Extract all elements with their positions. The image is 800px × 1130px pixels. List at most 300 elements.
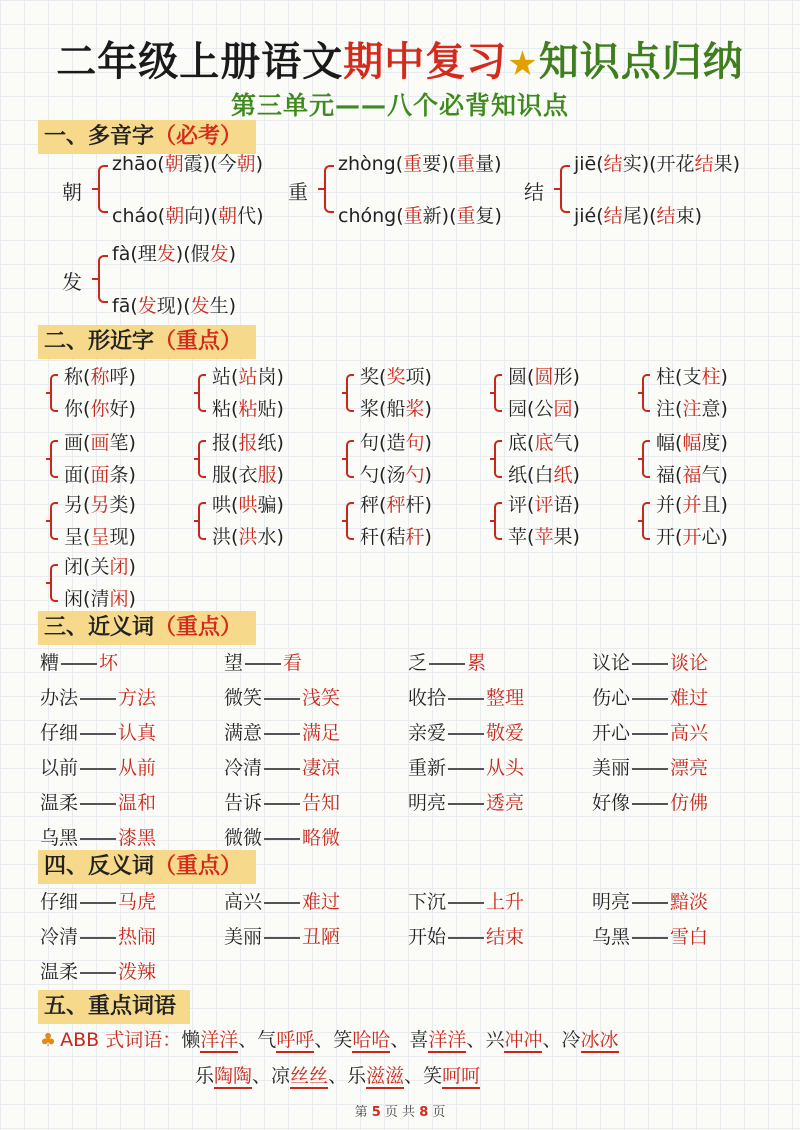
polyphone-reading — [338, 153, 502, 175]
paren: ( — [231, 526, 239, 548]
pair-word: 从头 — [486, 757, 525, 779]
word-part: 好 — [109, 398, 129, 420]
paren: ) — [128, 366, 136, 388]
similar-word — [64, 464, 136, 486]
polyphone-reading — [112, 243, 236, 265]
paren: ) — [572, 432, 580, 454]
brace-icon — [198, 440, 206, 478]
word-part: 秸 — [386, 526, 406, 548]
word-part: 杆 — [405, 494, 425, 516]
word-part: 现 — [109, 526, 129, 548]
key-char: 朝 — [236, 153, 256, 175]
key-char: 朝 — [164, 153, 184, 175]
word-part: 复 — [475, 205, 495, 227]
word: 仔细 — [40, 891, 79, 913]
word-part: 且 — [701, 494, 721, 516]
synonym-pair — [592, 792, 708, 814]
paren: ) — [572, 494, 580, 516]
dash-line — [80, 768, 116, 770]
word-part: 形 — [553, 366, 573, 388]
dash-line — [80, 803, 116, 805]
synonym-pair — [592, 687, 708, 709]
pair-word: 雪白 — [670, 926, 709, 948]
star-icon: ★ — [507, 44, 539, 84]
similar-word — [64, 366, 136, 388]
paren: ( — [649, 153, 657, 175]
polyphone-reading — [112, 153, 263, 175]
abb-prefix: 气 — [257, 1029, 277, 1051]
paren: ( — [231, 494, 239, 516]
paren: ( — [231, 398, 239, 420]
paren: ) — [572, 526, 580, 548]
key-char: 开 — [682, 526, 702, 548]
brace-icon — [50, 502, 58, 540]
abb-suffix: 陶陶 — [214, 1065, 253, 1087]
paren: ( — [675, 432, 683, 454]
word-part: 代 — [237, 205, 257, 227]
word-part: 项 — [405, 366, 425, 388]
similar-word — [360, 366, 432, 388]
key-char: 朝 — [165, 205, 185, 227]
base-char: 苹 — [508, 526, 528, 548]
similar-word — [212, 526, 284, 548]
paren: ( — [379, 432, 387, 454]
paren: ) — [276, 366, 284, 388]
abb-prefix: 懒 — [181, 1029, 201, 1051]
paren: ( — [379, 464, 387, 486]
pair-word: 漆黑 — [118, 827, 157, 849]
dash-line — [264, 838, 300, 840]
brace-icon — [642, 502, 650, 540]
base-char: 闭 — [64, 556, 84, 578]
paren: ( — [395, 153, 404, 175]
paren: ( — [210, 205, 219, 227]
key-char: 秆 — [405, 526, 425, 548]
brace-icon — [642, 374, 650, 412]
similar-word — [508, 464, 580, 486]
pair-word: 从前 — [118, 757, 157, 779]
base-char: 奖 — [360, 366, 380, 388]
antonym-pair — [408, 891, 524, 913]
paren: ( — [83, 556, 91, 578]
separator: 、 — [252, 1065, 272, 1087]
word-part: 果 — [553, 526, 573, 548]
paren: ( — [210, 153, 218, 175]
similar-word — [212, 494, 284, 516]
word: 高兴 — [224, 891, 263, 913]
pair-word: 认真 — [118, 722, 157, 744]
antonym-pair — [40, 961, 156, 983]
paren: ( — [83, 526, 91, 548]
word-part: 贴 — [257, 398, 277, 420]
paren: ) — [128, 464, 136, 486]
page-footer: 第 5 页 共 8 页 — [354, 1105, 446, 1120]
paren: ) — [720, 366, 728, 388]
base-char: 园 — [508, 398, 528, 420]
abb-prefix: 凉 — [271, 1065, 291, 1087]
paren: ( — [183, 243, 191, 265]
dash-line — [448, 902, 484, 904]
paren: ) — [128, 556, 136, 578]
paren: ) — [732, 153, 741, 175]
similar-word — [656, 464, 728, 486]
pair-word: 凄凉 — [302, 757, 341, 779]
similar-word — [212, 432, 284, 454]
word-part: 骗 — [257, 494, 277, 516]
abb-suffix: 洋洋 — [428, 1029, 467, 1051]
key-char: 苹 — [534, 526, 554, 548]
pair-word: 敬爱 — [486, 722, 525, 744]
paren: ( — [649, 205, 657, 227]
pair-word: 仿佛 — [670, 792, 709, 814]
synonym-pair — [224, 757, 340, 779]
word: 冷清 — [224, 757, 263, 779]
key-char: 句 — [405, 432, 425, 454]
base-char: 报 — [212, 432, 232, 454]
base-char: 洪 — [212, 526, 232, 548]
pair-word: 泼辣 — [118, 961, 157, 983]
abb-suffix: 丝丝 — [290, 1065, 329, 1087]
brace-icon — [346, 440, 354, 478]
word-part: 假 — [190, 243, 210, 265]
paren: ) — [720, 464, 728, 486]
brace-icon — [50, 440, 58, 478]
brace-icon — [642, 440, 650, 478]
section-heading-synonyms: 三、近义词（重点） — [38, 611, 256, 645]
brace-icon — [560, 165, 570, 213]
word-part: 气 — [701, 464, 721, 486]
similar-word — [64, 398, 136, 420]
brace-icon — [346, 374, 354, 412]
base-char: 底 — [508, 432, 528, 454]
word: 仔细 — [40, 722, 79, 744]
similar-word — [360, 464, 432, 486]
word: 伤心 — [592, 687, 631, 709]
antonym-pair — [40, 891, 156, 913]
dash-line — [264, 803, 300, 805]
paren: ( — [675, 494, 683, 516]
base-char: 开 — [656, 526, 676, 548]
paren: ( — [183, 295, 191, 317]
paren: ) — [572, 366, 580, 388]
paren: ( — [449, 205, 457, 227]
paren: ) — [424, 526, 432, 548]
dash-line — [245, 663, 281, 665]
paren: ( — [596, 205, 604, 227]
key-char: 报 — [238, 432, 258, 454]
word: 望 — [224, 652, 244, 674]
pair-word: 温和 — [118, 792, 157, 814]
word: 微笑 — [224, 687, 263, 709]
base-char: 呈 — [64, 526, 84, 548]
paren: ) — [494, 205, 502, 227]
similar-word — [64, 494, 136, 516]
synonym-pair — [224, 687, 340, 709]
base-char: 并 — [656, 494, 676, 516]
pair-word: 透亮 — [486, 792, 525, 814]
brace-icon — [198, 374, 206, 412]
paren: ) — [202, 153, 211, 175]
brace-icon — [324, 165, 334, 213]
key-char: 粘 — [238, 398, 258, 420]
key-char: 闭 — [109, 556, 129, 578]
pair-word: 难过 — [670, 687, 709, 709]
paren: ( — [596, 153, 604, 175]
key-char: 注 — [682, 398, 702, 420]
key-char: 哄 — [238, 494, 258, 516]
synonym-pair — [224, 652, 302, 674]
paren: ) — [128, 432, 136, 454]
title-part-summary: 知识点归纳 — [538, 39, 744, 85]
key-char: 底 — [534, 432, 554, 454]
word: 乌黑 — [592, 926, 631, 948]
synonym-pair — [408, 687, 524, 709]
word-part: 清 — [90, 588, 110, 610]
dash-line — [80, 972, 116, 974]
pair-word: 高兴 — [670, 722, 709, 744]
word: 重新 — [408, 757, 447, 779]
paren: ) — [256, 205, 264, 227]
key-char: 幅 — [682, 432, 702, 454]
separator: 、 — [238, 1029, 258, 1051]
word-part: 霞 — [183, 153, 203, 175]
word: 微微 — [224, 827, 263, 849]
word-part: 束 — [675, 205, 695, 227]
abb-prefix: 喜 — [409, 1029, 429, 1051]
antonym-pair — [224, 926, 340, 948]
word-part: 生 — [209, 295, 229, 317]
antonym-pair — [224, 891, 340, 913]
abb-suffix: 哈哈 — [352, 1029, 391, 1051]
dash-line — [632, 663, 668, 665]
dash-line — [61, 663, 97, 665]
key-char: 秤 — [386, 494, 406, 516]
word-part: 白 — [534, 464, 554, 486]
word: 温柔 — [40, 961, 79, 983]
word-part: 今 — [217, 153, 237, 175]
paren: ( — [83, 494, 91, 516]
paren: ) — [720, 432, 728, 454]
word: 美丽 — [592, 757, 631, 779]
word: 办法 — [40, 687, 79, 709]
section-heading-antonyms: 四、反义词（重点） — [38, 850, 256, 884]
paren: ( — [527, 526, 535, 548]
brace-icon — [346, 502, 354, 540]
paren: ( — [675, 366, 683, 388]
similar-word — [656, 398, 728, 420]
title-part-grade: 二年级上册语文 — [56, 39, 344, 85]
similar-word — [508, 494, 580, 516]
similar-word — [64, 432, 136, 454]
pinyin: cháo — [112, 205, 158, 227]
synonym-pair — [40, 757, 156, 779]
pair-word: 热闹 — [118, 926, 157, 948]
abb-suffix: 冲冲 — [504, 1029, 543, 1051]
antonym-pair — [592, 926, 708, 948]
page-total: 8 — [419, 1105, 429, 1120]
similar-word — [508, 526, 580, 548]
abb-prefix: 兴 — [485, 1029, 505, 1051]
word-part: 公 — [534, 398, 554, 420]
abb-prefix: 笑 — [333, 1029, 353, 1051]
dash-line — [632, 803, 668, 805]
pair-word: 结束 — [486, 926, 525, 948]
dash-line — [80, 698, 116, 700]
word-part: 呼 — [109, 366, 129, 388]
word-part: 尾 — [622, 205, 642, 227]
base-char: 服 — [212, 464, 232, 486]
similar-word — [360, 432, 432, 454]
pair-word: 坏 — [99, 652, 119, 674]
separator: 、 — [390, 1029, 410, 1051]
brace-icon — [50, 374, 58, 412]
abb-label: ABB 式词语： — [60, 1029, 182, 1051]
word-part: 类 — [109, 494, 129, 516]
paren: ( — [379, 494, 387, 516]
pair-word: 黯淡 — [670, 891, 709, 913]
page-title — [0, 30, 800, 87]
word: 以前 — [40, 757, 79, 779]
pair-word: 丑陋 — [302, 926, 341, 948]
paren: ) — [720, 398, 728, 420]
key-char: 重 — [403, 205, 423, 227]
similar-word — [656, 494, 728, 516]
dash-line — [632, 768, 668, 770]
paren: ( — [675, 398, 683, 420]
base-char: 圆 — [508, 366, 528, 388]
paren: ) — [276, 526, 284, 548]
dash-line — [448, 698, 484, 700]
word-part: 果 — [713, 153, 733, 175]
word-part: 笔 — [109, 432, 129, 454]
word-part: 理 — [137, 243, 157, 265]
pair-word: 漂亮 — [670, 757, 709, 779]
paren: ) — [128, 494, 136, 516]
base-char: 闲 — [64, 588, 84, 610]
synonym-pair — [224, 792, 340, 814]
paren: ) — [128, 398, 136, 420]
paren: ) — [128, 526, 136, 548]
synonym-pair — [408, 722, 524, 744]
base-char: 粘 — [212, 398, 232, 420]
word-part: 向 — [184, 205, 204, 227]
paren: ) — [641, 153, 650, 175]
pinyin: zhòng — [338, 153, 396, 175]
paren: ( — [448, 153, 457, 175]
word: 美丽 — [224, 926, 263, 948]
pair-word: 上升 — [486, 891, 525, 913]
paren: ( — [83, 398, 91, 420]
abb-suffix: 洋洋 — [200, 1029, 239, 1051]
dash-line — [264, 733, 300, 735]
pinyin: fà — [112, 243, 131, 265]
dash-line — [264, 902, 300, 904]
paren: ( — [379, 366, 387, 388]
paren: ) — [424, 432, 432, 454]
word-part: 汤 — [386, 464, 406, 486]
key-char: 洪 — [238, 526, 258, 548]
paren: ) — [175, 243, 184, 265]
similar-word — [656, 526, 728, 548]
key-char: 站 — [238, 366, 258, 388]
word: 乌黑 — [40, 827, 79, 849]
abb-prefix: 乐 — [195, 1065, 215, 1087]
abb-prefix: 冷 — [561, 1029, 581, 1051]
dash-line — [448, 733, 484, 735]
paren: ( — [83, 464, 91, 486]
brace-icon — [98, 165, 108, 213]
base-char: 哄 — [212, 494, 232, 516]
paren: ( — [231, 366, 239, 388]
key-char: 园 — [553, 398, 573, 420]
paren: ( — [527, 494, 535, 516]
key-char: 柱 — [701, 366, 721, 388]
base-char: 站 — [212, 366, 232, 388]
similar-word — [508, 432, 580, 454]
similar-word — [656, 366, 728, 388]
word-part: 要 — [422, 153, 442, 175]
word-part: 现 — [156, 295, 176, 317]
paren: ( — [130, 295, 138, 317]
brace-icon — [494, 440, 502, 478]
base-char: 面 — [64, 464, 84, 486]
key-char: 重 — [456, 153, 476, 175]
word: 议论 — [592, 652, 631, 674]
key-char: 重 — [456, 205, 476, 227]
key-char: 发 — [190, 295, 210, 317]
flower-icon: ♣ — [40, 1030, 57, 1051]
pinyin: jié — [574, 205, 597, 227]
word-part: 支 — [682, 366, 702, 388]
dash-line — [632, 733, 668, 735]
word: 明亮 — [592, 891, 631, 913]
paren: ) — [572, 464, 580, 486]
pair-word: 难过 — [302, 891, 341, 913]
synonym-pair — [40, 792, 156, 814]
paren: ) — [276, 398, 284, 420]
base-char: 句 — [360, 432, 380, 454]
separator: 、 — [404, 1065, 424, 1087]
word: 开始 — [408, 926, 447, 948]
word-part: 关 — [90, 556, 110, 578]
paren: ) — [720, 494, 728, 516]
word: 明亮 — [408, 792, 447, 814]
brace-icon — [50, 564, 58, 602]
dash-line — [80, 902, 116, 904]
paren: ) — [276, 464, 284, 486]
word: 糟 — [40, 652, 60, 674]
base-char: 勺 — [360, 464, 380, 486]
key-char: 纸 — [553, 464, 573, 486]
paren: ( — [157, 205, 166, 227]
base-char: 秤 — [360, 494, 380, 516]
key-char: 并 — [682, 494, 702, 516]
paren: ( — [527, 366, 535, 388]
key-char: 结 — [694, 153, 714, 175]
similar-word — [360, 494, 432, 516]
paren: ( — [231, 464, 239, 486]
base-char: 你 — [64, 398, 84, 420]
word: 下沉 — [408, 891, 447, 913]
pair-word: 告知 — [302, 792, 341, 814]
paren: ( — [83, 588, 91, 610]
polyphone-reading — [112, 295, 236, 317]
pair-word: 马虎 — [118, 891, 157, 913]
separator: 、 — [314, 1029, 334, 1051]
pair-word: 满足 — [302, 722, 341, 744]
key-char: 结 — [603, 205, 623, 227]
key-char: 发 — [209, 243, 229, 265]
